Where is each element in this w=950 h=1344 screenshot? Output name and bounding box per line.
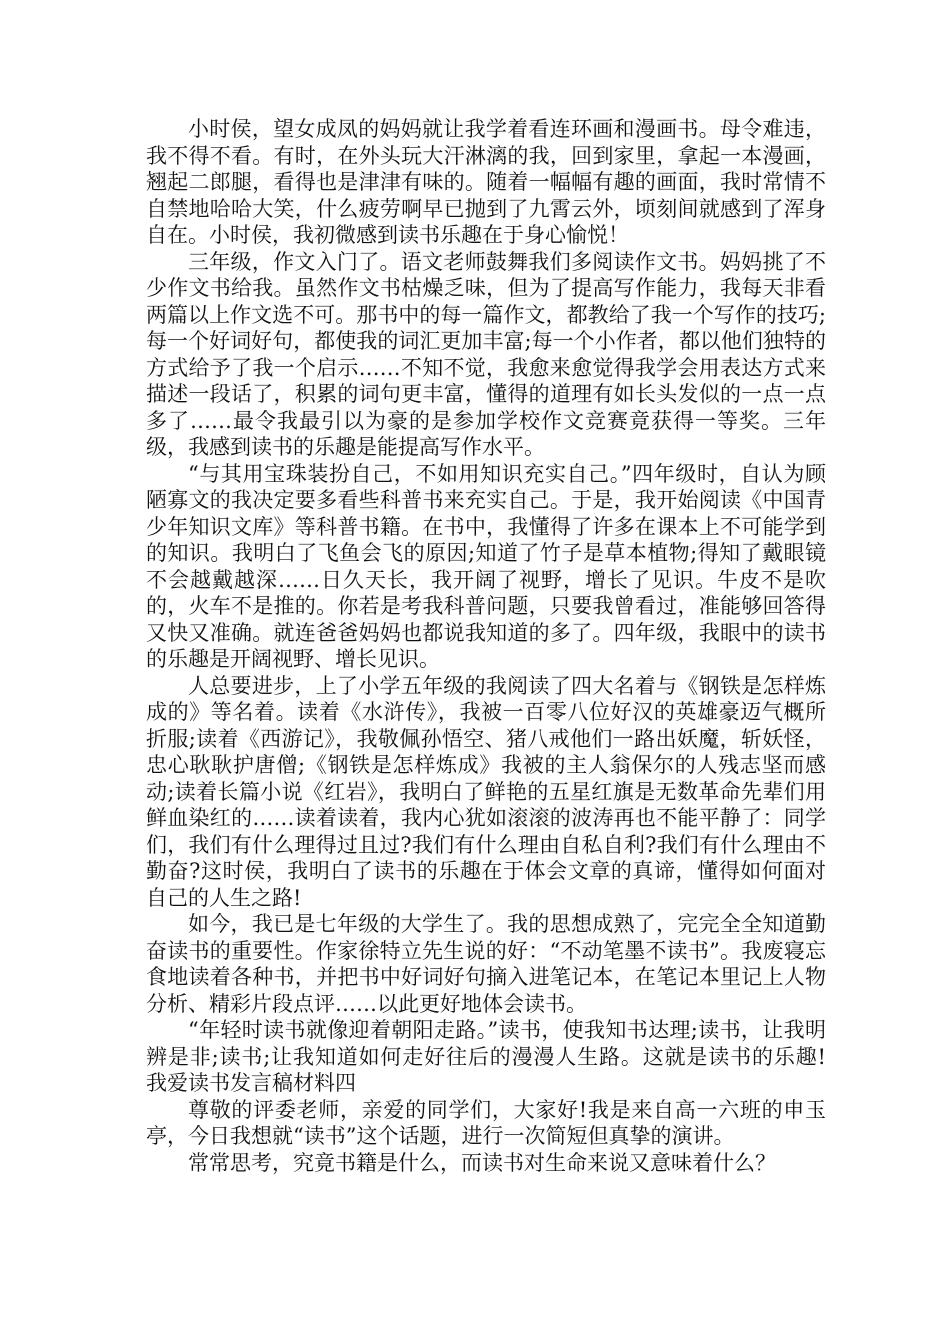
- paragraph-question: 常常思考，究竟书籍是什么，而读书对生命来说又意味着什么？: [188, 1150, 776, 1175]
- document-body: [146, 116, 868, 1176]
- paragraph-speech-greeting: 尊敬的评委老师，亲爱的同学们，大家好!我是来自高一六班的申玉亭，今日我想就“读书”这个话题，进行一次简短但真挚的演讲。: [146, 1097, 826, 1148]
- paragraph-seventh-grade: 如今，我已是七年级的大学生了。我的思想成熟了，完完全全知道勤奋读书的重要性。作家徐特立先生说的好：“不动笔墨不读书”。我废寝忘食地读着各种书，并把书中好词好句摘入进笔记本，在笔记本里记上人物分析、精彩片段点评……以此更好地体会读书。: [146, 912, 826, 1016]
- paragraph-reading-joy: “年轻时读书就像迎着朝阳走路。”读书，使我知书达理;读书，让我明辨是非;读书;让我知道如何走好往后的漫漫人生路。这就是读书的乐趣! 我爱读书发言稿材料四: [146, 1018, 868, 1095]
- paragraph-childhood-comics: 小时侯，望女成凤的妈妈就让我学着看连环画和漫画书。母令难违，我不得不看。有时，在外头玩大汗淋漓的我，回到家里，拿起一本漫画，翘起二郎腿，看得也是津津有味的。随着一幅幅有趣的画面，我时常情不自禁地哈哈大笑，什么疲劳啊早已抛到了九霄云外，顷刻间就感到了浑身自在。小时侯，我初微感到读书乐趣在于身心愉悦！: [146, 117, 826, 247]
- paragraph-fifth-grade: 人总要进步，上了小学五年级的我阅读了四大名着与《钢铁是怎样炼成的》等名着。读着《水浒传》，我被一百零八位好汉的英雄豪迈气概所折服;读着《西游记》，我敬佩孙悟空、猪八戒他们一路出妖魔，斩妖怪，忠心耿耿护唐僧;《钢铁是怎样炼成》我被的主人翁保尔的人残志坚而感动;读着长篇小说《红岩》，我明白了鲜艳的五星红旗是无数革命先辈们用鲜血染红的……读着读着，我内心犹如滚滚的波涛再也不能平静了：同学们，我们有什么理得过且过?我们有什么理由自私自利?我们有什么理由不勤奋?这时侯，我明白了读书的乐趣在于体会文章的真谛，懂得如何面对自己的人生之路!: [146, 673, 826, 910]
- paragraph-fourth-grade: “与其用宝珠装扮自己，不如用知识充实自己。”四年级时，自认为顾陋寡文的我决定要多看些科普书来充实自己。于是，我开始阅读《中国青少年知识文库》等科普书籍。在书中，我懂得了许多在课本上不可能学到的知识。我明白了飞鱼会飞的原因;知道了竹子是草本植物;得知了戴眼镜不会越戴越深……日久天长，我开阔了视野，增长了见识。牛皮不是吹的，火车不是推的。你若是考我科普问题，只要我曾看过，准能够回答得又快又准确。就连爸爸妈妈也都说我知道的多了。四年级，我眼中的读书的乐趣是开阔视野、增长见识。: [146, 461, 826, 671]
- paragraph-third-grade: 三年级，作文入门了。语文老师鼓舞我们多阅读作文书。妈妈挑了不少作文书给我。虽然作文书枯燥乏味，但为了提高写作能力，我每天非看两篇以上作文选不可。那书中的每一篇作文，都教给了我一个写作的技巧;每一个好词好句，都使我的词汇更加丰富;每一个小作者，都以他们独特的方式给予了我一个启示……不知不觉，我愈来愈觉得我学会用表达方式来描述一段话了，积累的词句更丰富，懂得的道理有如长头发似的一点一点多了……最令我最引以为豪的是参加学校作文竞赛竟获得一等奖。三年级，我感到读书的乐趣是能提高写作水平。: [146, 249, 826, 459]
